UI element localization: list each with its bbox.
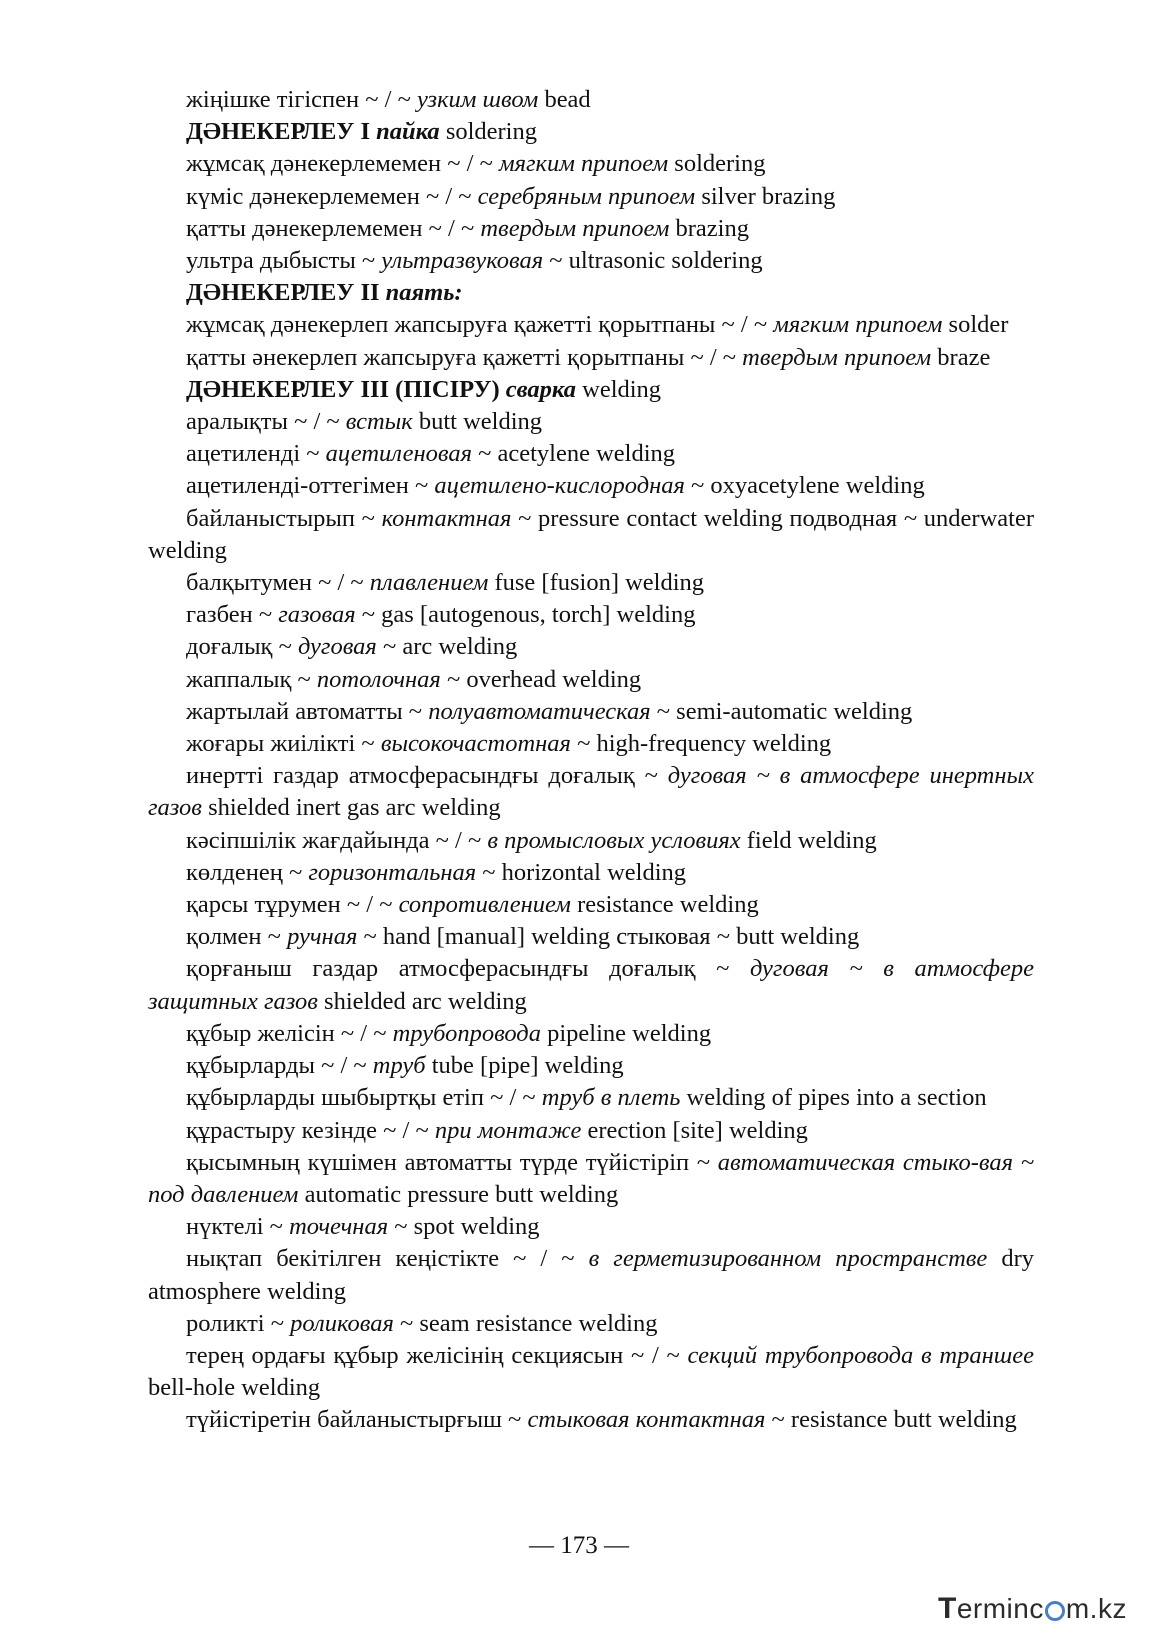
entry-text: қарсы тұрумен ~ / ~ [186, 891, 399, 919]
russian-term: автоматическая стыко-вая ~ под давлением [148, 1148, 1034, 1208]
entry-text: қысымның күшімен автоматты түрде түйістіріп ~ [186, 1148, 718, 1176]
entry-text: ~ ultrasonic soldering [543, 247, 763, 275]
dictionary-entry [148, 1050, 1034, 1082]
dictionary-entry [148, 309, 1034, 341]
entry-text: балқытумен ~ / ~ [186, 569, 370, 597]
russian-term: потолочная [316, 665, 441, 693]
entry-text: инертті газдар атмосферасындғы доғалық ~ [186, 762, 668, 790]
entry-text: құбырларды шыбыртқы етіп ~ / ~ [186, 1084, 542, 1112]
entry-heading: ДӘНЕКЕРЛЕУ II [186, 279, 386, 307]
russian-term: в промысловых условиях [487, 826, 741, 854]
entry-text: байланыстырып ~ [186, 504, 382, 532]
entry-text: soldering [439, 118, 537, 146]
entry-text: automatic pressure butt welding [298, 1180, 619, 1208]
entry-text: ~ acetylene welding [471, 440, 676, 468]
dictionary-entry [148, 889, 1034, 921]
russian-term: твердым припоем [480, 214, 670, 242]
entry-text: ~ resistance butt welding [765, 1406, 1017, 1434]
entry-text: жұмсақ дәнекерлеп жапсыруға қажетті қорытпаны ~ / ~ [186, 311, 774, 339]
entry-text: ~ gas [autogenous, torch] welding [355, 601, 696, 629]
dictionary-entry [148, 921, 1034, 953]
entry-text: solder [942, 311, 1009, 339]
entry-text: құбырларды ~ / ~ [186, 1052, 373, 1080]
entry-text: ~ hand [manual] welding стыковая ~ butt welding [357, 923, 860, 951]
entry-text: жұмсақ дәнекерлемемен ~ / ~ [186, 150, 499, 178]
russian-term: при монтаже [434, 1116, 582, 1144]
dictionary-entry [148, 342, 1034, 374]
russian-term: секций трубопровода в траншее [687, 1341, 1034, 1369]
entry-text: нүктелі ~ [186, 1213, 290, 1241]
dictionary-entry [148, 277, 1034, 309]
entry-heading: ДӘНЕКЕРЛЕУ III (ПІСІРУ) [186, 375, 506, 403]
entry-text: welding [576, 375, 662, 403]
entry-text: құбыр желісін ~ / ~ [186, 1019, 393, 1047]
russian-term: твердым припоем [742, 343, 932, 371]
russian-term: плавлением [369, 569, 489, 597]
russian-term: точечная [289, 1213, 389, 1241]
entry-text: нықтап бекітілген кеңістікте ~ / ~ [186, 1245, 589, 1273]
dictionary-entry [148, 1147, 1034, 1211]
russian-term: ультразвуковая [381, 247, 544, 275]
dictionary-entry [148, 1082, 1034, 1114]
entry-text: көлденең ~ [186, 858, 309, 886]
logo-domain: m.kz [1065, 1593, 1127, 1624]
logo-letter: T [938, 1592, 957, 1625]
entry-text: жаппалық ~ [186, 665, 317, 693]
termincom-logo: Terminc m.kz [938, 1592, 1127, 1625]
entry-text: ацетиленді ~ [186, 440, 326, 468]
dictionary-entry [148, 825, 1034, 857]
russian-term: трубопровода [392, 1019, 541, 1047]
russian-term: ацетиленовая [325, 440, 472, 468]
dictionary-entry [148, 148, 1034, 180]
dictionary-entry [148, 181, 1034, 213]
entry-text: field welding [740, 826, 877, 854]
entry-text: shielded inert gas arc welding [201, 794, 501, 822]
dictionary-entry [148, 213, 1034, 245]
dictionary-entry [148, 406, 1034, 438]
russian-term: дуговая [297, 633, 377, 661]
dictionary-entry [148, 857, 1034, 889]
entry-text: түйістіретін байланыстырғыш ~ [186, 1406, 528, 1434]
russian-term: ацетилено-кислородная [434, 472, 685, 500]
entry-text: қатты дәнекерлемемен ~ / ~ [186, 214, 481, 242]
dictionary-entry [148, 116, 1034, 148]
entry-text: shielded arc welding [317, 987, 527, 1015]
russian-term: мягким припоем [773, 311, 943, 339]
entry-text: bell-hole welding [148, 1374, 321, 1402]
dictionary-entry [148, 1404, 1034, 1436]
entry-heading: сварка [505, 375, 576, 403]
dictionary-entry [148, 631, 1034, 663]
entry-text: braze [931, 343, 991, 371]
entry-text: қатты әнекерлеп жапсыруға қажетті қорытпаны ~ / ~ [186, 343, 743, 371]
entry-text: ~ horizontal welding [476, 858, 687, 886]
dictionary-entry [148, 1018, 1034, 1050]
dictionary-entry [148, 245, 1034, 277]
dictionary-entry [148, 728, 1034, 760]
russian-term: труб в плеть [541, 1084, 681, 1112]
entry-text: қолмен ~ [186, 923, 288, 951]
entry-text: butt welding [412, 408, 543, 436]
russian-term: в герметизированном пространстве [588, 1245, 988, 1273]
russian-term: ручная [287, 923, 358, 951]
entry-text: soldering [668, 150, 766, 178]
russian-term: стыковая контактная [527, 1406, 766, 1434]
entry-text: ~ semi-automatic welding [650, 697, 913, 725]
entry-heading: ДӘНЕКЕРЛЕУ I [186, 118, 377, 146]
dictionary-entry [148, 470, 1034, 502]
entry-text: erection [site] welding [581, 1116, 808, 1144]
dictionary-entry [148, 760, 1034, 824]
russian-term: дуговая ~ в атмосфере инертных газов [148, 762, 1034, 822]
dictionary-entry [148, 1243, 1034, 1307]
entry-text: ~ spot welding [388, 1213, 540, 1241]
dictionary-entry [148, 567, 1034, 599]
russian-term: горизонтальная [308, 858, 477, 886]
entry-text: ~ high-frequency welding [570, 730, 832, 758]
entry-text: күміс дәнекерлемемен ~ / ~ [186, 182, 478, 210]
russian-term: роликовая [290, 1309, 394, 1337]
entry-text: ~ pressure contact welding подводная ~ underwater welding [148, 504, 1034, 564]
russian-term: серебряным припоем [477, 182, 696, 210]
dictionary-entry [148, 696, 1034, 728]
entry-text: аралықты ~ / ~ [186, 408, 346, 436]
russian-term: полуавтоматическая [428, 697, 651, 725]
dictionary-entry [148, 664, 1034, 696]
entry-text: dry atmosphere welding [148, 1245, 1034, 1305]
dictionary-entry [148, 1340, 1034, 1404]
dictionary-entry [148, 953, 1034, 1017]
entry-text: tube [pipe] welding [425, 1052, 624, 1080]
entry-text: кәсіпшілік жағдайында ~ / ~ [186, 826, 488, 854]
entry-text: ацетиленді-оттегімен ~ [186, 472, 435, 500]
entry-text: pipeline welding [540, 1019, 712, 1047]
entry-text: газбен ~ [186, 601, 279, 629]
entry-text: жіңішке тігіспен ~ / ~ [186, 86, 417, 113]
entry-text: ультра дыбысты ~ [186, 247, 382, 275]
entry-text: silver brazing [695, 182, 836, 210]
entry-text: ~ arc welding [376, 633, 518, 661]
dictionary-entry [148, 1115, 1034, 1147]
dictionary-entry [148, 438, 1034, 470]
dictionary-entry [148, 374, 1034, 406]
entry-text: ~ seam resistance welding [393, 1309, 658, 1337]
entry-text: resistance welding [570, 891, 759, 919]
dictionary-entry [148, 1308, 1034, 1340]
russian-term: сопротивлением [398, 891, 571, 919]
russian-term: газовая [278, 601, 356, 629]
russian-term: мягким припоем [498, 150, 669, 178]
logo-text: ermin [956, 1593, 1030, 1624]
dictionary-entry [148, 1211, 1034, 1243]
entry-text: доғалық ~ [186, 633, 298, 661]
entry-text: welding of pipes into a section [680, 1084, 987, 1112]
entry-text: ~ overhead welding [440, 665, 642, 693]
entry-text: құрастыру кезінде ~ / ~ [186, 1116, 435, 1144]
russian-term: дуговая ~ в атмосфере защитных газов [148, 955, 1034, 1015]
entry-heading: пайка [376, 118, 440, 146]
entry-text: терең ордағы құбыр желісінің секциясын ~ / ~ [186, 1341, 688, 1369]
russian-term: контактная [381, 504, 512, 532]
dictionary-entries [148, 84, 1034, 1437]
russian-term: встык [345, 408, 413, 436]
russian-term: узким швом [416, 86, 539, 113]
logo-ring-icon [1045, 1601, 1065, 1621]
page-number: — 173 — [529, 1532, 629, 1559]
entry-text: bead [538, 86, 591, 113]
russian-term: высокочастотная [380, 730, 571, 758]
entry-text: ~ oxyacetylene welding [684, 472, 925, 500]
entry-text: жоғары жиілікті ~ [186, 730, 381, 758]
dictionary-entry [148, 84, 1034, 116]
entry-text: қорғаныш газдар атмосферасындғы доғалық ~ [186, 955, 750, 983]
russian-term: труб [372, 1052, 426, 1080]
entry-text: brazing [669, 214, 749, 242]
entry-text: жартылай автоматты ~ [186, 697, 429, 725]
entry-text: роликті ~ [186, 1309, 291, 1337]
dictionary-entry [148, 599, 1034, 631]
dictionary-entry [148, 503, 1034, 567]
entry-text: fuse [fusion] welding [488, 569, 705, 597]
entry-heading: паять: [385, 279, 463, 307]
